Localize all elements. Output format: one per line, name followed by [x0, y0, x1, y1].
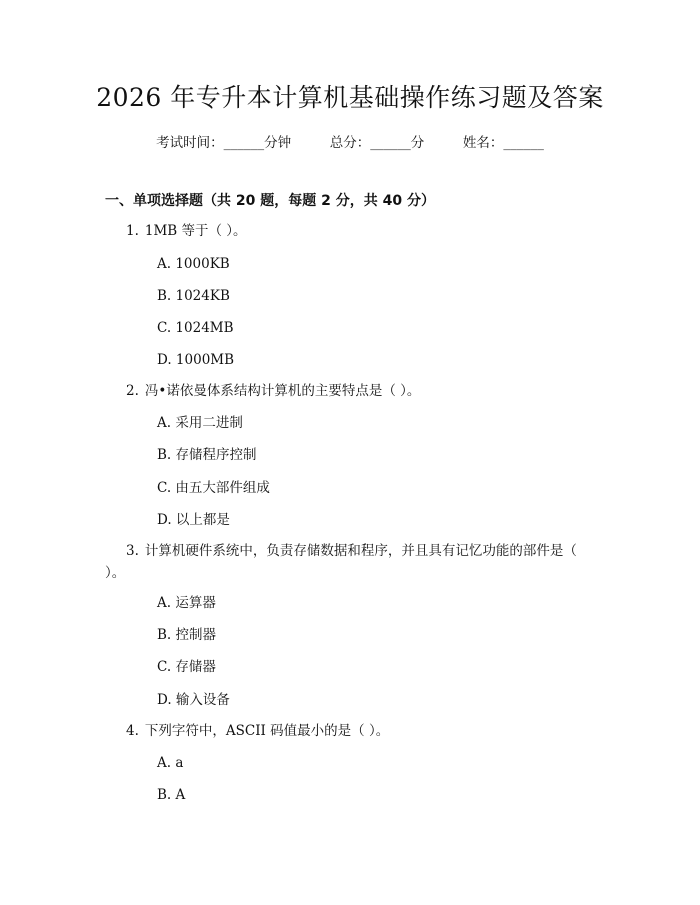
question-4 [126, 720, 586, 742]
question-4-option-b: B. A [157, 787, 186, 803]
question-1-option-d: D. 1000MB [157, 352, 235, 368]
question-3-option-a: A. 运算器 [157, 595, 216, 611]
question-number: 2. [126, 383, 139, 399]
section-heading: 一、单项选择题（共 20 题，每题 2 分，共 40 分） [105, 193, 435, 209]
question-1 [126, 220, 586, 242]
question-text: 1MB 等于（ ）。 [144, 223, 247, 239]
question-text: 计算机硬件系统中，负责存储数据和程序，并且具有记忆功能的部件是（ ）。 [105, 543, 577, 581]
exam-info-line [0, 131, 700, 151]
question-2-option-a: A. 采用二进制 [157, 415, 243, 431]
question-3-option-d: D. 输入设备 [157, 692, 230, 708]
question-1-option-a: A. 1000KB [157, 256, 230, 272]
question-text: 下列字符中，ASCII 码值最小的是（ ）。 [144, 723, 390, 739]
question-number: 3. [126, 543, 139, 559]
question-3-option-b: B. 控制器 [157, 627, 217, 643]
score-unit: 分 [410, 135, 425, 151]
question-1-option-b: B. 1024KB [157, 288, 230, 304]
question-2 [126, 380, 586, 402]
question-2-option-b: B. 存储程序控制 [157, 447, 257, 463]
time-unit: 分钟 [264, 135, 292, 151]
question-1-option-c: C. 1024MB [157, 320, 234, 336]
question-4-option-a: A. a [157, 755, 184, 771]
question-3-option-c: C. 存储器 [157, 659, 216, 675]
question-3 [105, 540, 585, 584]
time-blank: ______ [223, 135, 265, 151]
question-2-option-c: C. 由五大部件组成 [157, 480, 270, 496]
name-blank: ______ [503, 135, 544, 151]
name-label: 姓名： [462, 135, 504, 151]
question-2-option-d: D. 以上都是 [157, 512, 230, 528]
question-text: 冯•诺依曼体系结构计算机的主要特点是（ ）。 [144, 383, 421, 399]
time-label: 考试时间： [156, 135, 224, 151]
score-label: 总分： [329, 135, 371, 151]
score-blank: ______ [370, 135, 411, 151]
document-title: 2026 年专升本计算机基础操作练习题及答案 [96, 83, 604, 112]
question-number: 4. [126, 723, 139, 739]
question-number: 1. [126, 223, 139, 239]
